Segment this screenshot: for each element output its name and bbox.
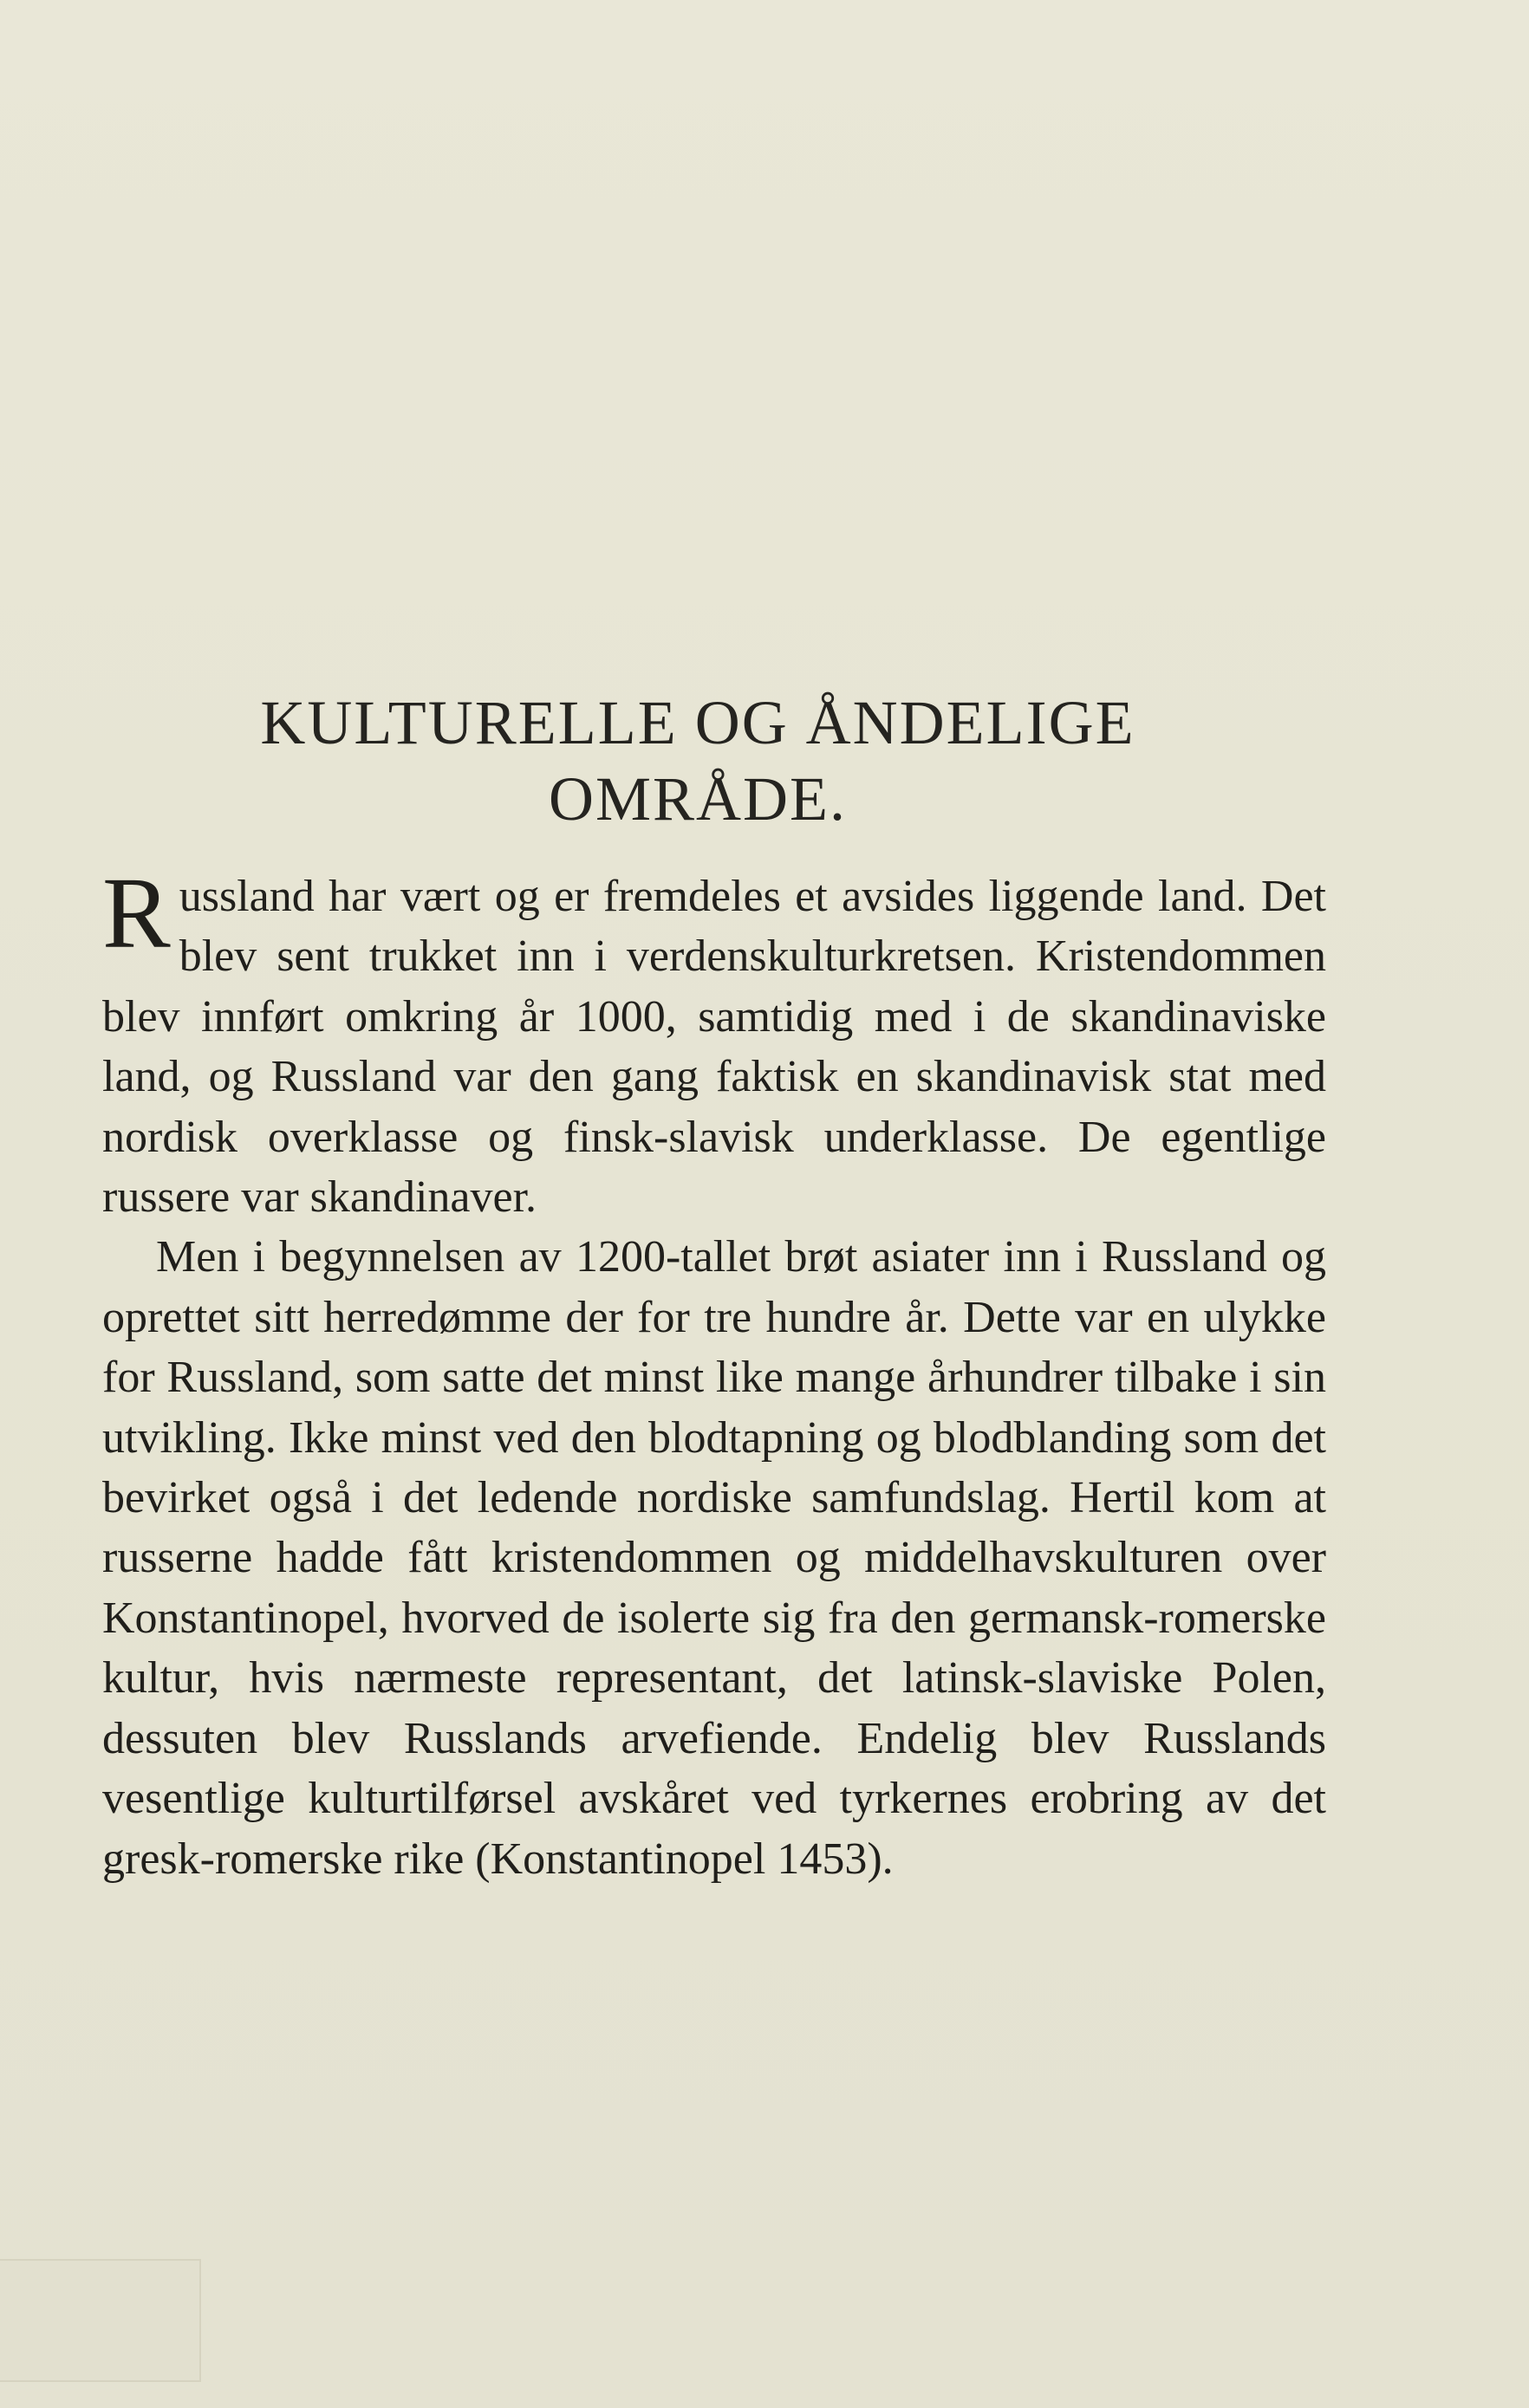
drop-cap: R [102,856,171,970]
chapter-title-line-1: KULTURELLE OG ÅNDELIGE [260,688,1135,757]
body-text [102,856,1326,1889]
paragraph-1-text: ussland har vært og er fremdeles et avsides liggende land. Det blev sent trukket inn i verdenskulturkretsen. Kristendommen blev innført omkring år 1000, samtidig med i de skandinaviske land, og Russland var den gang faktisk en skandinavisk stat med nordisk overklasse og finsk-slavisk underklasse. De egentlige russere var skandinaver. [102,872,1326,1223]
paragraph-2-text: Men i begynnelsen av 1200-tallet brøt asiater inn i Russland og oprettet sitt herredømme der for tre hundre år. Dette var en ulykke for Russland, som satte det minst like mange århundrer tilbake i sin utvikling. Ikke minst ved den blodtapning og blodblanding som det bevirket også i det ledende nordiske samfundslag. Hertil kom at russerne hadde fått kristendommen og middelhavskulturen over Konstantinopel, hvorved de isolerte sig fra den germansk-romerske kultur, hvis nærmeste representant, det latinsk-slaviske Polen, dessuten blev Russlands arvefiende. Endelig blev Russlands vesentlige kulturtilførsel avskåret ved tyrkernes erobring av det gresk-romerske rike (Konstantinopel 1453). [102,1232,1326,1884]
page-edge-mark [0,2259,201,2382]
chapter-title-line-2: OMRÅDE. [548,764,847,834]
chapter-title [173,685,1222,837]
paragraph-1 [102,856,1326,1227]
paragraph-2 [102,1227,1326,1888]
